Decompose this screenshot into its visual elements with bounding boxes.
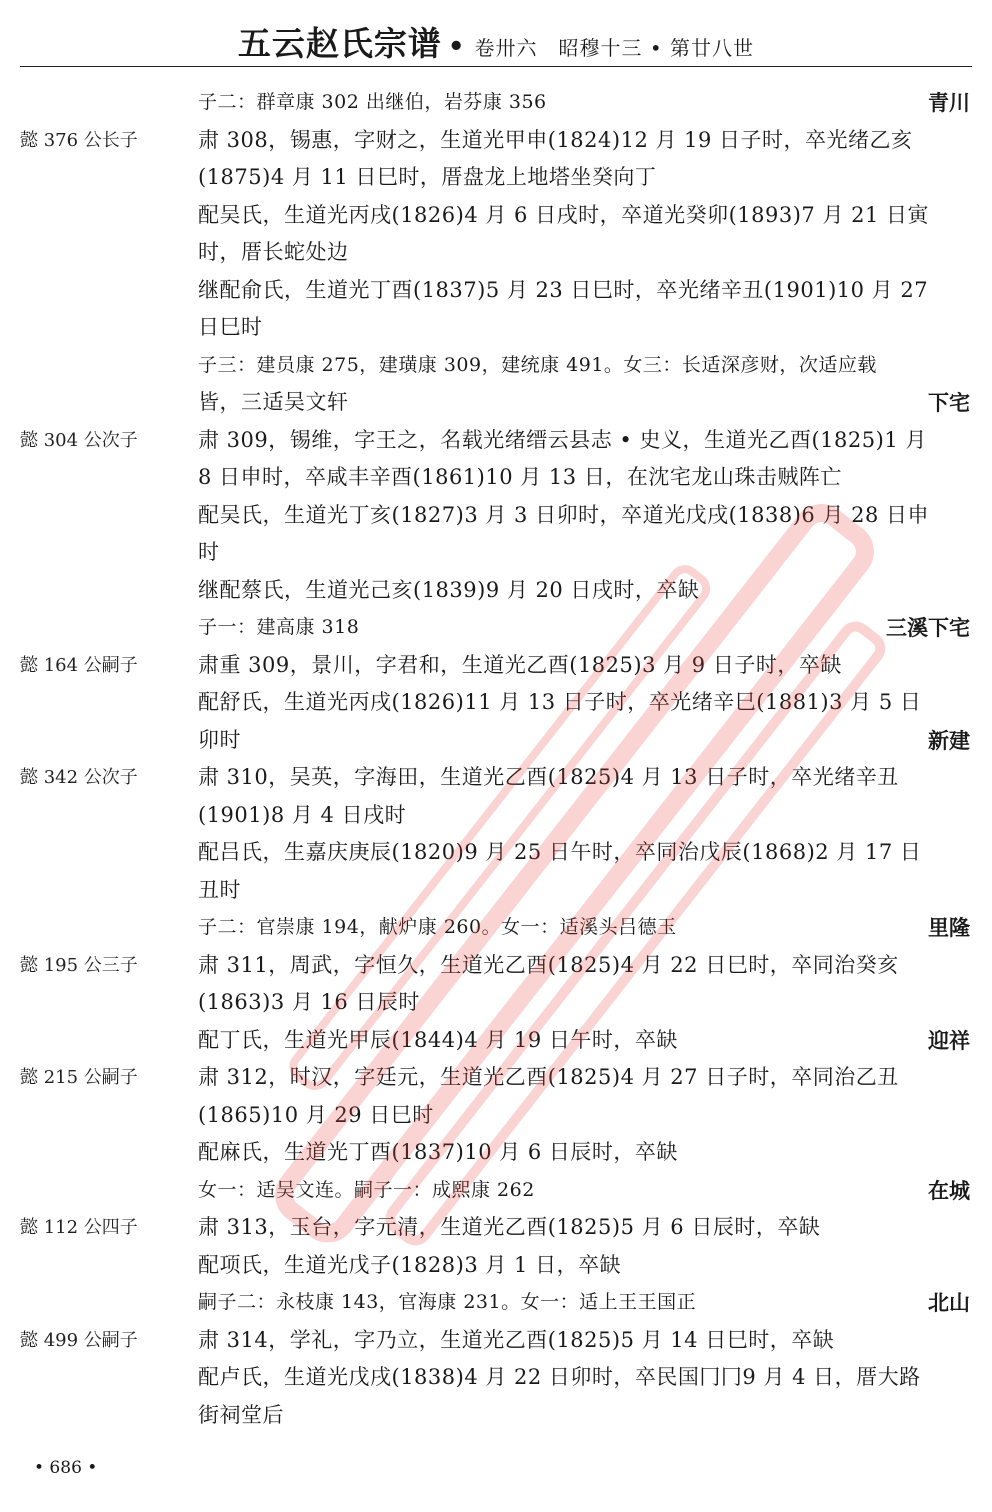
entry-text: (1901)8 月 4 日戌时 xyxy=(198,802,407,827)
entry-line xyxy=(0,234,992,272)
entry-line xyxy=(0,872,992,910)
entry-text: 时，厝长蛇处边 xyxy=(198,240,349,264)
father-label: 懿 499 公嗣子 xyxy=(20,1329,138,1351)
entry-line xyxy=(0,84,992,122)
entry-line xyxy=(0,834,992,872)
entry-line xyxy=(0,722,992,760)
father-label: 懿 195 公三子 xyxy=(20,954,138,976)
entry-text: 肃 308，锡惠，字财之，生道光甲申(1824)12 月 19 日子时，卒光绪乙亥 xyxy=(198,127,913,152)
entry-text: 肃 312，时汉，字廷元，生道光乙酉(1825)4 月 27 日子时，卒同治乙丑 xyxy=(198,1065,899,1089)
entry-text: 肃 311，周武，字恒久，生道光乙酉(1825)4 月 22 日巳时，卒同治癸亥 xyxy=(198,952,899,977)
entry-line xyxy=(0,197,992,235)
entry-line xyxy=(0,572,992,610)
entry-line xyxy=(0,497,992,535)
entry-line xyxy=(0,1022,992,1060)
entry-text: 丑时 xyxy=(198,877,241,902)
title-separator: • xyxy=(447,32,465,62)
entry-line xyxy=(0,1247,992,1285)
residence-place: 迎祥 xyxy=(928,1027,970,1053)
entry-line xyxy=(0,1172,992,1210)
entry-line xyxy=(0,272,992,310)
entry-text: 子二：群章康 302 出继伯，岩芬康 356 xyxy=(198,91,547,113)
entry-line xyxy=(0,1397,992,1435)
entry-line xyxy=(0,384,992,422)
entry-text: 配吕氏，生嘉庆庚辰(1820)9 月 25 日午时，卒同治戊辰(1868)2 月 17 日 xyxy=(198,840,922,864)
entry-text: 配项氏，生道光戊子(1828)3 月 1 日，卒缺 xyxy=(198,1252,622,1277)
entry-text: 肃 314，学礼，字乃立，生道光乙酉(1825)5 月 14 日巳时，卒缺 xyxy=(198,1327,835,1352)
residence-place: 下宅 xyxy=(928,390,970,415)
page-number: • 686 • xyxy=(34,1458,98,1478)
entry-line xyxy=(0,647,992,685)
entry-text: 配丁氏，生道光甲辰(1844)4 月 19 日午时，卒缺 xyxy=(198,1027,678,1052)
entry-text: 街祠堂后 xyxy=(198,1402,284,1427)
entry-text: 配吴氏，生道光丁亥(1827)3 月 3 日卯时，卒道光戊戌(1838)6 月 28 日申 xyxy=(198,502,930,527)
entry-text: 时 xyxy=(198,540,220,564)
page-header xyxy=(0,18,992,66)
entry-line xyxy=(0,609,992,647)
entry-line xyxy=(0,1134,992,1172)
entry-text: 8 日申时，卒咸丰辛酉(1861)10 月 13 日，在沈宅龙山珠击贼阵亡 xyxy=(198,465,842,489)
entry-text: 肃 309，锡维，字王之，名载光绪缙云县志 • 史义，生道光乙酉(1825)1 月 xyxy=(198,427,927,452)
book-title: 五云赵氏宗谱 xyxy=(237,24,442,63)
entry-line xyxy=(0,1097,992,1135)
entry-line xyxy=(0,797,992,835)
entry-text: (1863)3 月 16 日辰时 xyxy=(198,990,420,1014)
entry-text: 卯时 xyxy=(198,727,241,752)
entry-text: 女一：适吴文连。嗣子一：成熙康 262 xyxy=(198,1178,535,1201)
entry-text: 嗣子二：永枝康 143，官海康 231。女一：适上王王国正 xyxy=(198,1291,697,1313)
entry-text: (1875)4 月 11 日巳时，厝盘龙上地塔坐癸向丁 xyxy=(198,165,657,189)
father-label: 懿 164 公嗣子 xyxy=(20,654,138,676)
entry-text: 配舒氏，生道光丙戌(1826)11 月 13 日子时，卒光绪辛巳(1881)3 月 5 日 xyxy=(198,690,922,714)
entry-line xyxy=(0,1059,992,1097)
entry-line xyxy=(0,309,992,347)
father-label: 懿 215 公嗣子 xyxy=(20,1067,138,1088)
entry-text: 继配蔡氏，生道光己亥(1839)9 月 20 日戌时，卒缺 xyxy=(198,577,700,602)
section-subtitle: 卷卅六 昭穆十三 • 第廿八世 xyxy=(474,36,755,60)
residence-place: 三溪下宅 xyxy=(886,615,970,640)
residence-place: 青川 xyxy=(928,90,970,115)
entry-line xyxy=(0,759,992,797)
header-rule xyxy=(20,66,972,67)
entry-line xyxy=(0,459,992,497)
entry-line xyxy=(0,984,992,1022)
entry-line xyxy=(0,422,992,460)
entry-text: (1865)10 月 29 日巳时 xyxy=(198,1102,434,1127)
residence-place: 在城 xyxy=(928,1177,970,1203)
entry-line xyxy=(0,159,992,197)
entry-line xyxy=(0,534,992,572)
entry-text: 子三：建员康 275，建璜康 309，建统康 491。女三：长适深彦财，次适应载 xyxy=(198,353,877,376)
entry-line xyxy=(0,1284,992,1322)
father-label: 懿 376 公长子 xyxy=(20,129,138,151)
entry-text: 子二：官崇康 194，献炉康 260。女一：适溪头吕德玉 xyxy=(198,916,677,938)
entry-line xyxy=(0,1209,992,1247)
entry-line xyxy=(0,947,992,985)
father-label: 懿 342 公次子 xyxy=(20,767,138,788)
entry-text: 肃重 309，景川，字君和，生道光乙酉(1825)3 月 9 日子时，卒缺 xyxy=(198,652,842,677)
entry-text: 皆，三适吴文轩 xyxy=(198,390,349,414)
entry-text: 肃 310，吴英，字海田，生道光乙酉(1825)4 月 13 日子时，卒光绪辛丑 xyxy=(198,765,899,789)
father-label: 懿 304 公次子 xyxy=(20,429,138,451)
entry-text: 配麻氏，生道光丁酉(1837)10 月 6 日辰时，卒缺 xyxy=(198,1140,678,1164)
entry-line xyxy=(0,684,992,722)
entry-line xyxy=(0,1359,992,1397)
entry-text: 子一：建高康 318 xyxy=(198,616,360,638)
residence-place: 北山 xyxy=(928,1290,970,1315)
entry-line xyxy=(0,1322,992,1360)
entry-text: 配吴氏，生道光丙戌(1826)4 月 6 日戌时，卒道光癸卯(1893)7 月 21 日寅 xyxy=(198,202,930,227)
entry-line xyxy=(0,909,992,947)
entry-text: 肃 313，玉台，字元清，生道光乙酉(1825)5 月 6 日辰时，卒缺 xyxy=(198,1215,821,1239)
genealogy-body xyxy=(0,84,992,1434)
entry-text: 配卢氏，生道光戊戌(1838)4 月 22 日卯时，卒民国冂冂9 月 4 日，厝大路 xyxy=(198,1365,921,1389)
entry-line xyxy=(0,347,992,385)
residence-place: 里隆 xyxy=(928,915,970,940)
entry-text: 继配俞氏，生道光丁酉(1837)5 月 23 日巳时，卒光绪辛丑(1901)10 月 27 xyxy=(198,277,929,302)
residence-place: 新建 xyxy=(928,727,970,753)
entry-line xyxy=(0,122,992,160)
father-label: 懿 112 公四子 xyxy=(20,1217,138,1238)
entry-text: 日巳时 xyxy=(198,315,263,339)
